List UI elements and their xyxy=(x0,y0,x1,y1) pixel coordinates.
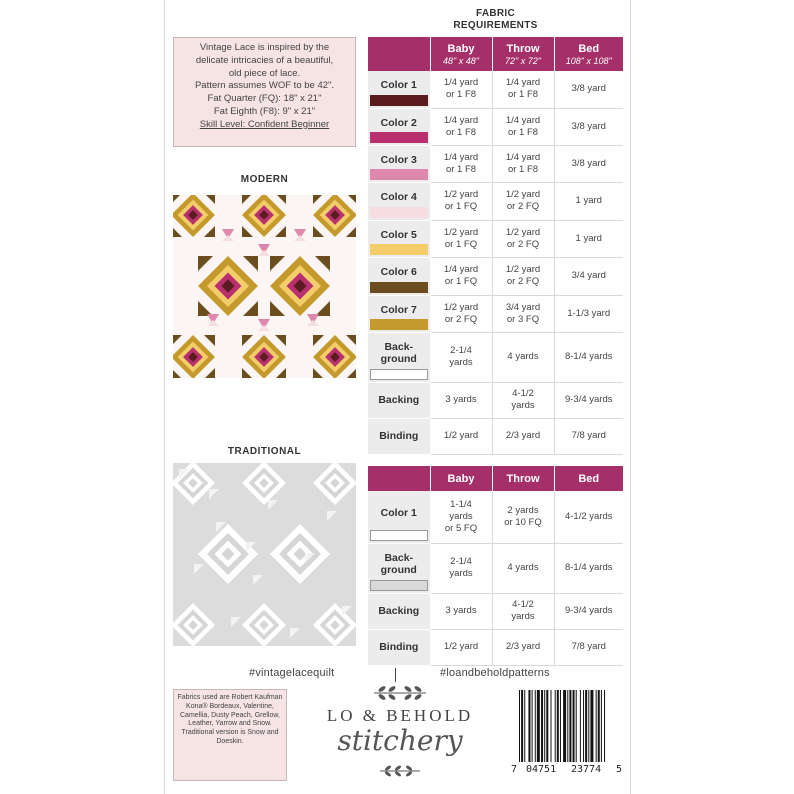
barcode-bar xyxy=(580,690,581,762)
cell-throw xyxy=(492,182,554,220)
row-label-text: Binding xyxy=(379,430,419,442)
table-row xyxy=(368,382,623,418)
cell-baby xyxy=(430,220,492,257)
barcode-bar xyxy=(598,690,600,762)
skill-level: Skill Level: Confident Beginner xyxy=(199,118,330,130)
cell-bed xyxy=(554,71,623,108)
cell-bed-line: 8-1/4 yards xyxy=(564,351,613,362)
cell-bed-line: 3/8 yard xyxy=(571,83,606,95)
cell-bed xyxy=(554,543,623,593)
cell-baby xyxy=(430,108,492,145)
cell-baby xyxy=(430,382,492,418)
cell-bed-line: 9-3/4 yards xyxy=(564,605,613,616)
row-label xyxy=(368,108,430,145)
row-label-text: Back- xyxy=(384,552,414,564)
info-line: Vintage Lace is inspired by the xyxy=(199,42,330,53)
color-swatch xyxy=(370,319,428,330)
modern-quilt-image xyxy=(173,195,356,378)
cell-bed xyxy=(554,629,623,665)
cell-bed xyxy=(554,108,623,145)
row-label-text: Color 6 xyxy=(380,266,417,278)
cell-throw-line: 4-1/2 xyxy=(512,388,534,399)
cell-bed xyxy=(554,182,623,220)
cell-baby-line: 1/2 yard xyxy=(443,430,479,441)
cell-bed-line: 4-1/2 yards xyxy=(564,510,613,522)
row-label-text: Color 5 xyxy=(380,228,417,241)
modern-label: MODERN xyxy=(240,174,289,185)
cell-baby-line: or 5 FQ xyxy=(444,522,478,534)
column-name: Bed xyxy=(578,42,600,55)
row-label xyxy=(368,182,430,220)
barcode-bar xyxy=(541,690,543,762)
cell-throw-line: 1/4 yard xyxy=(505,151,541,163)
row-label xyxy=(368,543,430,593)
table-row xyxy=(368,257,623,295)
cell-bed-line: 8-1/4 yards xyxy=(564,562,613,573)
barcode-bar xyxy=(588,690,589,762)
row-label xyxy=(368,220,430,257)
cell-baby-line: 3 yards xyxy=(445,605,477,616)
barcode-bar xyxy=(585,690,587,762)
table-row xyxy=(368,629,623,665)
barcode-bars xyxy=(519,690,615,762)
color-swatch xyxy=(370,132,428,143)
table-header-corner xyxy=(368,466,430,491)
barcode-group-1: 04751 xyxy=(526,764,557,775)
color-swatch xyxy=(370,207,428,218)
cell-throw xyxy=(492,491,554,543)
cell-baby xyxy=(430,418,492,454)
table-row xyxy=(368,220,623,257)
cell-throw-line: 1/4 yard xyxy=(505,77,541,89)
cell-bed xyxy=(554,332,623,382)
row-label-text: Backing xyxy=(378,394,420,406)
table-row xyxy=(368,182,623,220)
cell-throw-line: 2 yards xyxy=(507,504,539,516)
table-header-row xyxy=(368,37,623,71)
cell-baby-line: 1-1/4 xyxy=(450,498,472,510)
info-line: Fat Quarter (FQ): 18" x 21" xyxy=(207,93,322,105)
column-size: 48" x 48" xyxy=(443,55,479,66)
cell-bed-line: 3/8 yard xyxy=(571,157,606,169)
cell-bed xyxy=(554,593,623,629)
cell-throw xyxy=(492,332,554,382)
leaf-sprig-icon xyxy=(378,764,422,778)
row-label xyxy=(368,145,430,182)
cell-baby-line: 1/4 yard xyxy=(443,151,479,163)
row-label-text: Backing xyxy=(378,605,420,617)
cell-throw-line: yards xyxy=(511,611,535,622)
column-header-bed: Bed xyxy=(554,466,623,491)
cell-throw xyxy=(492,543,554,593)
info-line: Pattern assumes WOF to be 42". xyxy=(194,80,335,92)
barcode-bar xyxy=(569,690,571,762)
cell-throw-line: 1/2 yard xyxy=(505,264,541,275)
barcode-bar xyxy=(528,690,530,762)
cell-throw-line: 1/4 yard xyxy=(505,114,541,126)
barcode-bar xyxy=(573,690,575,762)
row-label xyxy=(368,629,430,665)
cell-bed-line: 9-3/4 yards xyxy=(564,394,613,405)
table-row xyxy=(368,491,623,543)
barcode-bar xyxy=(576,690,577,762)
barcode-group-2: 23774 xyxy=(571,764,602,775)
cell-baby xyxy=(430,629,492,665)
cell-baby xyxy=(430,543,492,593)
column-name: Baby xyxy=(447,42,475,55)
cell-throw-line: or 1 F8 xyxy=(507,163,539,175)
cell-baby xyxy=(430,182,492,220)
cell-baby-line: 1/4 yard xyxy=(443,77,479,89)
cell-throw xyxy=(492,257,554,295)
row-label-text: Back- xyxy=(384,341,414,353)
table-header-row xyxy=(368,466,623,491)
cell-baby-line: 1/2 yard xyxy=(443,301,479,313)
fabric-requirements-title xyxy=(368,8,623,32)
row-label-text: Binding xyxy=(379,641,419,653)
cell-bed xyxy=(554,295,623,332)
color-swatch xyxy=(370,282,428,293)
cell-throw-line: or 2 FQ xyxy=(506,276,540,287)
table-row xyxy=(368,108,623,145)
cell-baby-line: 1/2 yard xyxy=(443,189,479,200)
cell-baby xyxy=(430,593,492,629)
cell-baby-line: or 1 FQ xyxy=(444,276,478,287)
cell-baby-line: or 1 F8 xyxy=(445,163,477,175)
cell-baby-line: 2-1/4 xyxy=(450,345,472,356)
color-swatch xyxy=(370,169,428,180)
cell-throw-line: 4 yards xyxy=(507,562,539,573)
cell-baby-line: or 1 F8 xyxy=(445,126,477,138)
cell-bed xyxy=(554,382,623,418)
cell-baby-line: 2-1/4 xyxy=(450,556,472,567)
cell-throw-line: or 2 FQ xyxy=(506,238,540,250)
row-label-text: ground xyxy=(380,353,417,365)
color-swatch xyxy=(370,244,428,255)
cell-baby-line: or 1 FQ xyxy=(444,238,478,250)
cell-bed-line: 1 yard xyxy=(575,195,602,206)
cell-baby-line: 1/4 yard xyxy=(443,264,479,275)
color-swatch xyxy=(370,530,428,541)
row-label xyxy=(368,257,430,295)
barcode-bar xyxy=(560,690,561,762)
barcode-bar xyxy=(521,690,523,762)
cell-baby-line: or 1 FQ xyxy=(444,201,478,212)
cell-throw xyxy=(492,382,554,418)
cell-bed-line: 7/8 yard xyxy=(571,641,606,652)
barcode-bar xyxy=(524,690,525,762)
color-swatch xyxy=(370,580,428,591)
cell-bed-line: 3/8 yard xyxy=(571,120,606,132)
color-swatch xyxy=(370,95,428,106)
traditional-requirements-table xyxy=(368,466,623,666)
row-label xyxy=(368,71,430,108)
row-label-text: ground xyxy=(380,564,417,576)
table-row xyxy=(368,593,623,629)
fabric-title-line: FABRIC xyxy=(475,8,516,19)
row-label-text: Color 1 xyxy=(380,79,417,92)
barcode-bar xyxy=(555,690,556,762)
row-label xyxy=(368,382,430,418)
cell-bed xyxy=(554,418,623,454)
hashtag-loandbeholdpatterns: #loandbeholdpatterns xyxy=(440,667,550,679)
row-label-text: Color 3 xyxy=(380,153,417,166)
logo-script: stitchery xyxy=(337,724,463,757)
cell-throw xyxy=(492,295,554,332)
modern-requirements-table xyxy=(368,37,623,455)
row-label xyxy=(368,332,430,382)
row-label xyxy=(368,491,430,543)
cell-baby xyxy=(430,257,492,295)
row-label-text: Color 1 xyxy=(380,506,417,519)
column-size: 108" x 108" xyxy=(565,55,612,66)
cell-baby xyxy=(430,145,492,182)
cell-throw-line: 1/2 yard xyxy=(505,189,541,200)
barcode-bar xyxy=(546,690,548,762)
color-swatch xyxy=(370,369,428,380)
traditional-quilt-image xyxy=(173,463,356,646)
cell-baby xyxy=(430,295,492,332)
row-label xyxy=(368,418,430,454)
cell-bed xyxy=(554,145,623,182)
cell-baby-line: yards xyxy=(449,568,473,579)
logo-wordmark: LO & BEHOLD xyxy=(326,706,474,725)
cell-baby-line: 3 yards xyxy=(445,394,477,405)
cell-bed-line: 7/8 yard xyxy=(571,430,606,441)
lo-and-behold-logo xyxy=(300,680,500,780)
barcode-bar xyxy=(535,690,536,762)
info-line: Fat Eighth (F8): 9" x 21" xyxy=(213,105,316,117)
cell-bed xyxy=(554,491,623,543)
cell-baby-line: yards xyxy=(449,510,473,522)
cell-baby xyxy=(430,71,492,108)
barcode-bar xyxy=(551,690,552,762)
cell-throw-line: 2/3 yard xyxy=(505,641,541,652)
traditional-label: TRADITIONAL xyxy=(227,446,302,457)
barcode-bar xyxy=(563,690,566,762)
cell-throw xyxy=(492,108,554,145)
cell-baby-line: 1/2 yard xyxy=(443,641,479,652)
cell-throw-line: 4-1/2 xyxy=(512,599,534,610)
cell-bed-line: 1-1/3 yard xyxy=(567,307,611,319)
cell-throw xyxy=(492,71,554,108)
cell-throw-line: or 10 FQ xyxy=(504,516,542,528)
cell-throw-line: or 3 FQ xyxy=(506,313,540,325)
info-line: delicate intricacies of a beautiful, xyxy=(195,54,334,66)
cell-throw xyxy=(492,629,554,665)
column-header-throw: Throw xyxy=(492,466,554,491)
barcode-bar xyxy=(519,690,520,762)
cell-throw xyxy=(492,220,554,257)
barcode-bar xyxy=(557,690,559,762)
pattern-info-box xyxy=(173,37,356,147)
cell-throw-line: 4 yards xyxy=(507,351,539,362)
row-label-text: Color 7 xyxy=(380,303,417,316)
row-label xyxy=(368,593,430,629)
cell-throw xyxy=(492,593,554,629)
cell-bed-line: 3/4 yard xyxy=(571,270,606,281)
cell-baby-line: 1/4 yard xyxy=(443,114,479,126)
cell-baby xyxy=(430,491,492,543)
cell-baby-line: or 1 F8 xyxy=(445,89,477,101)
barcode-digit-last: 5 xyxy=(616,764,623,775)
barcode-bar xyxy=(532,690,533,762)
table-row xyxy=(368,145,623,182)
table-row xyxy=(368,295,623,332)
cell-baby-line: or 2 FQ xyxy=(444,313,478,325)
barcode-bar xyxy=(537,690,540,762)
barcode-bar xyxy=(590,690,593,762)
cell-throw-line: yards xyxy=(511,400,535,411)
barcode-bar xyxy=(604,690,605,762)
barcode-bar xyxy=(544,690,545,762)
barcode-bar xyxy=(583,690,584,762)
table-row xyxy=(368,543,623,593)
cell-bed xyxy=(554,257,623,295)
row-label xyxy=(368,295,430,332)
cell-baby-line: 1/2 yard xyxy=(443,226,479,238)
table-row xyxy=(368,332,623,382)
table-header-corner xyxy=(368,37,430,71)
row-label-text: Color 2 xyxy=(380,116,417,129)
table-row xyxy=(368,418,623,454)
cell-throw-line: or 2 FQ xyxy=(506,201,540,212)
hashtag-vintagelacequilt: #vintagelacequilt xyxy=(249,667,335,679)
cell-throw-line: 3/4 yard xyxy=(505,301,541,313)
table-row xyxy=(368,71,623,108)
cell-baby-line: yards xyxy=(449,357,473,368)
cell-throw-line: 2/3 yard xyxy=(505,430,541,441)
cell-throw-line: 1/2 yard xyxy=(505,226,541,238)
fabric-title-line: REQUIREMENTS xyxy=(453,20,538,31)
fabrics-used-note: Fabrics used are Robert Kaufman Kona® Bordeaux, Valentine, Camellia, Dusty Peach, Grellow, Leather, Yarrow and Snow. Traditional version is Snow and Doeskin. xyxy=(173,689,287,781)
cell-throw xyxy=(492,418,554,454)
barcode-bar xyxy=(596,690,597,762)
info-line: old piece of lace. xyxy=(228,67,301,79)
column-header-bed xyxy=(554,37,623,71)
column-header-baby xyxy=(430,37,492,71)
cell-baby xyxy=(430,332,492,382)
leaf-sprig-icon xyxy=(370,682,430,704)
cell-bed-line: 1 yard xyxy=(575,232,602,244)
barcode-bar xyxy=(601,690,602,762)
barcode-digit-first: 7 xyxy=(511,764,518,775)
barcode xyxy=(511,690,623,780)
cell-throw xyxy=(492,145,554,182)
column-header-throw xyxy=(492,37,554,71)
column-header-baby: Baby xyxy=(430,466,492,491)
row-label-text: Color 4 xyxy=(380,191,417,203)
cell-throw-line: or 1 F8 xyxy=(507,89,539,101)
cell-bed xyxy=(554,220,623,257)
column-size: 72" x 72" xyxy=(505,55,541,66)
barcode-bar xyxy=(567,690,568,762)
cell-throw-line: or 1 F8 xyxy=(507,126,539,138)
column-name: Throw xyxy=(506,42,540,55)
